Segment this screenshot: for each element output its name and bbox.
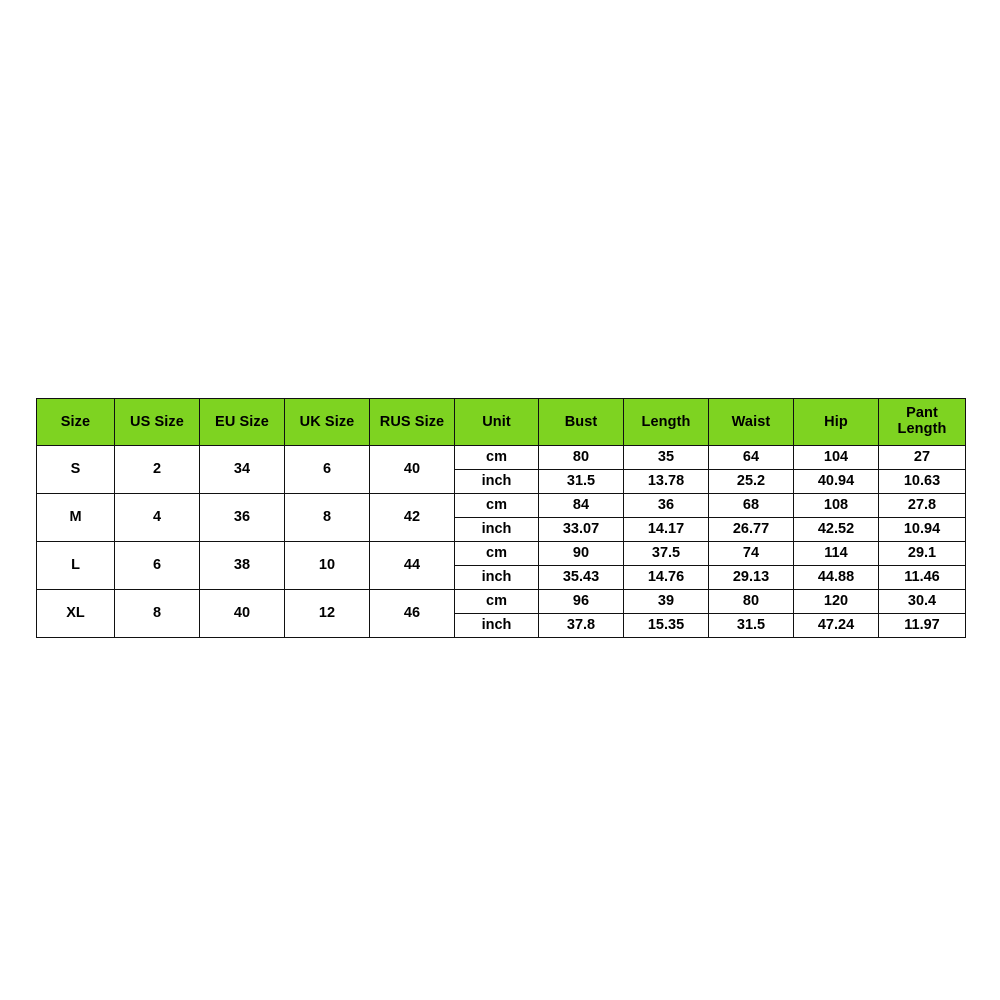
cell-bust: 90 [539,542,624,566]
cell-pant-length: 10.94 [879,518,966,542]
cell-pant-length: 11.46 [879,566,966,590]
cell-us-size: 6 [115,542,200,590]
column-header-waist: Waist [709,399,794,446]
cell-unit: cm [455,446,539,470]
cell-waist: 80 [709,590,794,614]
cell-pant-length: 11.97 [879,614,966,638]
cell-us-size: 8 [115,590,200,638]
cell-length: 39 [624,590,709,614]
cell-waist: 29.13 [709,566,794,590]
cell-bust: 80 [539,446,624,470]
cell-us-size: 4 [115,494,200,542]
cell-length: 15.35 [624,614,709,638]
cell-waist: 31.5 [709,614,794,638]
column-header-uk-size: UK Size [285,399,370,446]
cell-waist: 64 [709,446,794,470]
table-row [37,590,966,614]
cell-hip: 47.24 [794,614,879,638]
cell-size: L [37,542,115,590]
cell-uk-size: 10 [285,542,370,590]
cell-length: 13.78 [624,470,709,494]
cell-eu-size: 40 [200,590,285,638]
column-header-pant-length [879,399,966,446]
cell-hip: 44.88 [794,566,879,590]
column-header-unit: Unit [455,399,539,446]
cell-size: M [37,494,115,542]
pant-length-line-2: Length [897,421,947,437]
cell-uk-size: 6 [285,446,370,494]
cell-length: 14.17 [624,518,709,542]
cell-waist: 26.77 [709,518,794,542]
size-chart-table [36,398,966,638]
table-row [37,542,966,566]
table-row [37,494,966,518]
column-header-bust: Bust [539,399,624,446]
column-header-size: Size [37,399,115,446]
cell-hip: 114 [794,542,879,566]
cell-hip: 108 [794,494,879,518]
cell-uk-size: 8 [285,494,370,542]
cell-rus-size: 42 [370,494,455,542]
cell-rus-size: 44 [370,542,455,590]
column-header-us-size: US Size [115,399,200,446]
cell-us-size: 2 [115,446,200,494]
cell-pant-length: 10.63 [879,470,966,494]
column-header-length: Length [624,399,709,446]
cell-waist: 25.2 [709,470,794,494]
cell-bust: 33.07 [539,518,624,542]
header-row [37,399,966,446]
cell-hip: 120 [794,590,879,614]
cell-length: 35 [624,446,709,470]
cell-bust: 31.5 [539,470,624,494]
size-chart-container [36,398,965,638]
cell-unit: cm [455,494,539,518]
cell-pant-length: 27 [879,446,966,470]
cell-rus-size: 40 [370,446,455,494]
cell-uk-size: 12 [285,590,370,638]
column-header-rus-size: RUS Size [370,399,455,446]
cell-hip: 42.52 [794,518,879,542]
cell-length: 37.5 [624,542,709,566]
cell-waist: 74 [709,542,794,566]
cell-unit: inch [455,470,539,494]
cell-pant-length: 29.1 [879,542,966,566]
cell-unit: cm [455,542,539,566]
cell-bust: 84 [539,494,624,518]
column-header-eu-size: EU Size [200,399,285,446]
cell-unit: cm [455,590,539,614]
cell-bust: 35.43 [539,566,624,590]
cell-unit: inch [455,518,539,542]
cell-length: 14.76 [624,566,709,590]
cell-eu-size: 38 [200,542,285,590]
cell-pant-length: 27.8 [879,494,966,518]
column-header-hip: Hip [794,399,879,446]
cell-size: S [37,446,115,494]
table-row [37,446,966,470]
cell-length: 36 [624,494,709,518]
pant-length-line-1: Pant [906,405,938,422]
cell-unit: inch [455,566,539,590]
cell-bust: 96 [539,590,624,614]
cell-eu-size: 34 [200,446,285,494]
table-body [37,446,966,638]
cell-bust: 37.8 [539,614,624,638]
cell-pant-length: 30.4 [879,590,966,614]
cell-unit: inch [455,614,539,638]
table-header [37,399,966,446]
cell-hip: 104 [794,446,879,470]
cell-waist: 68 [709,494,794,518]
cell-hip: 40.94 [794,470,879,494]
cell-size: XL [37,590,115,638]
cell-eu-size: 36 [200,494,285,542]
cell-rus-size: 46 [370,590,455,638]
